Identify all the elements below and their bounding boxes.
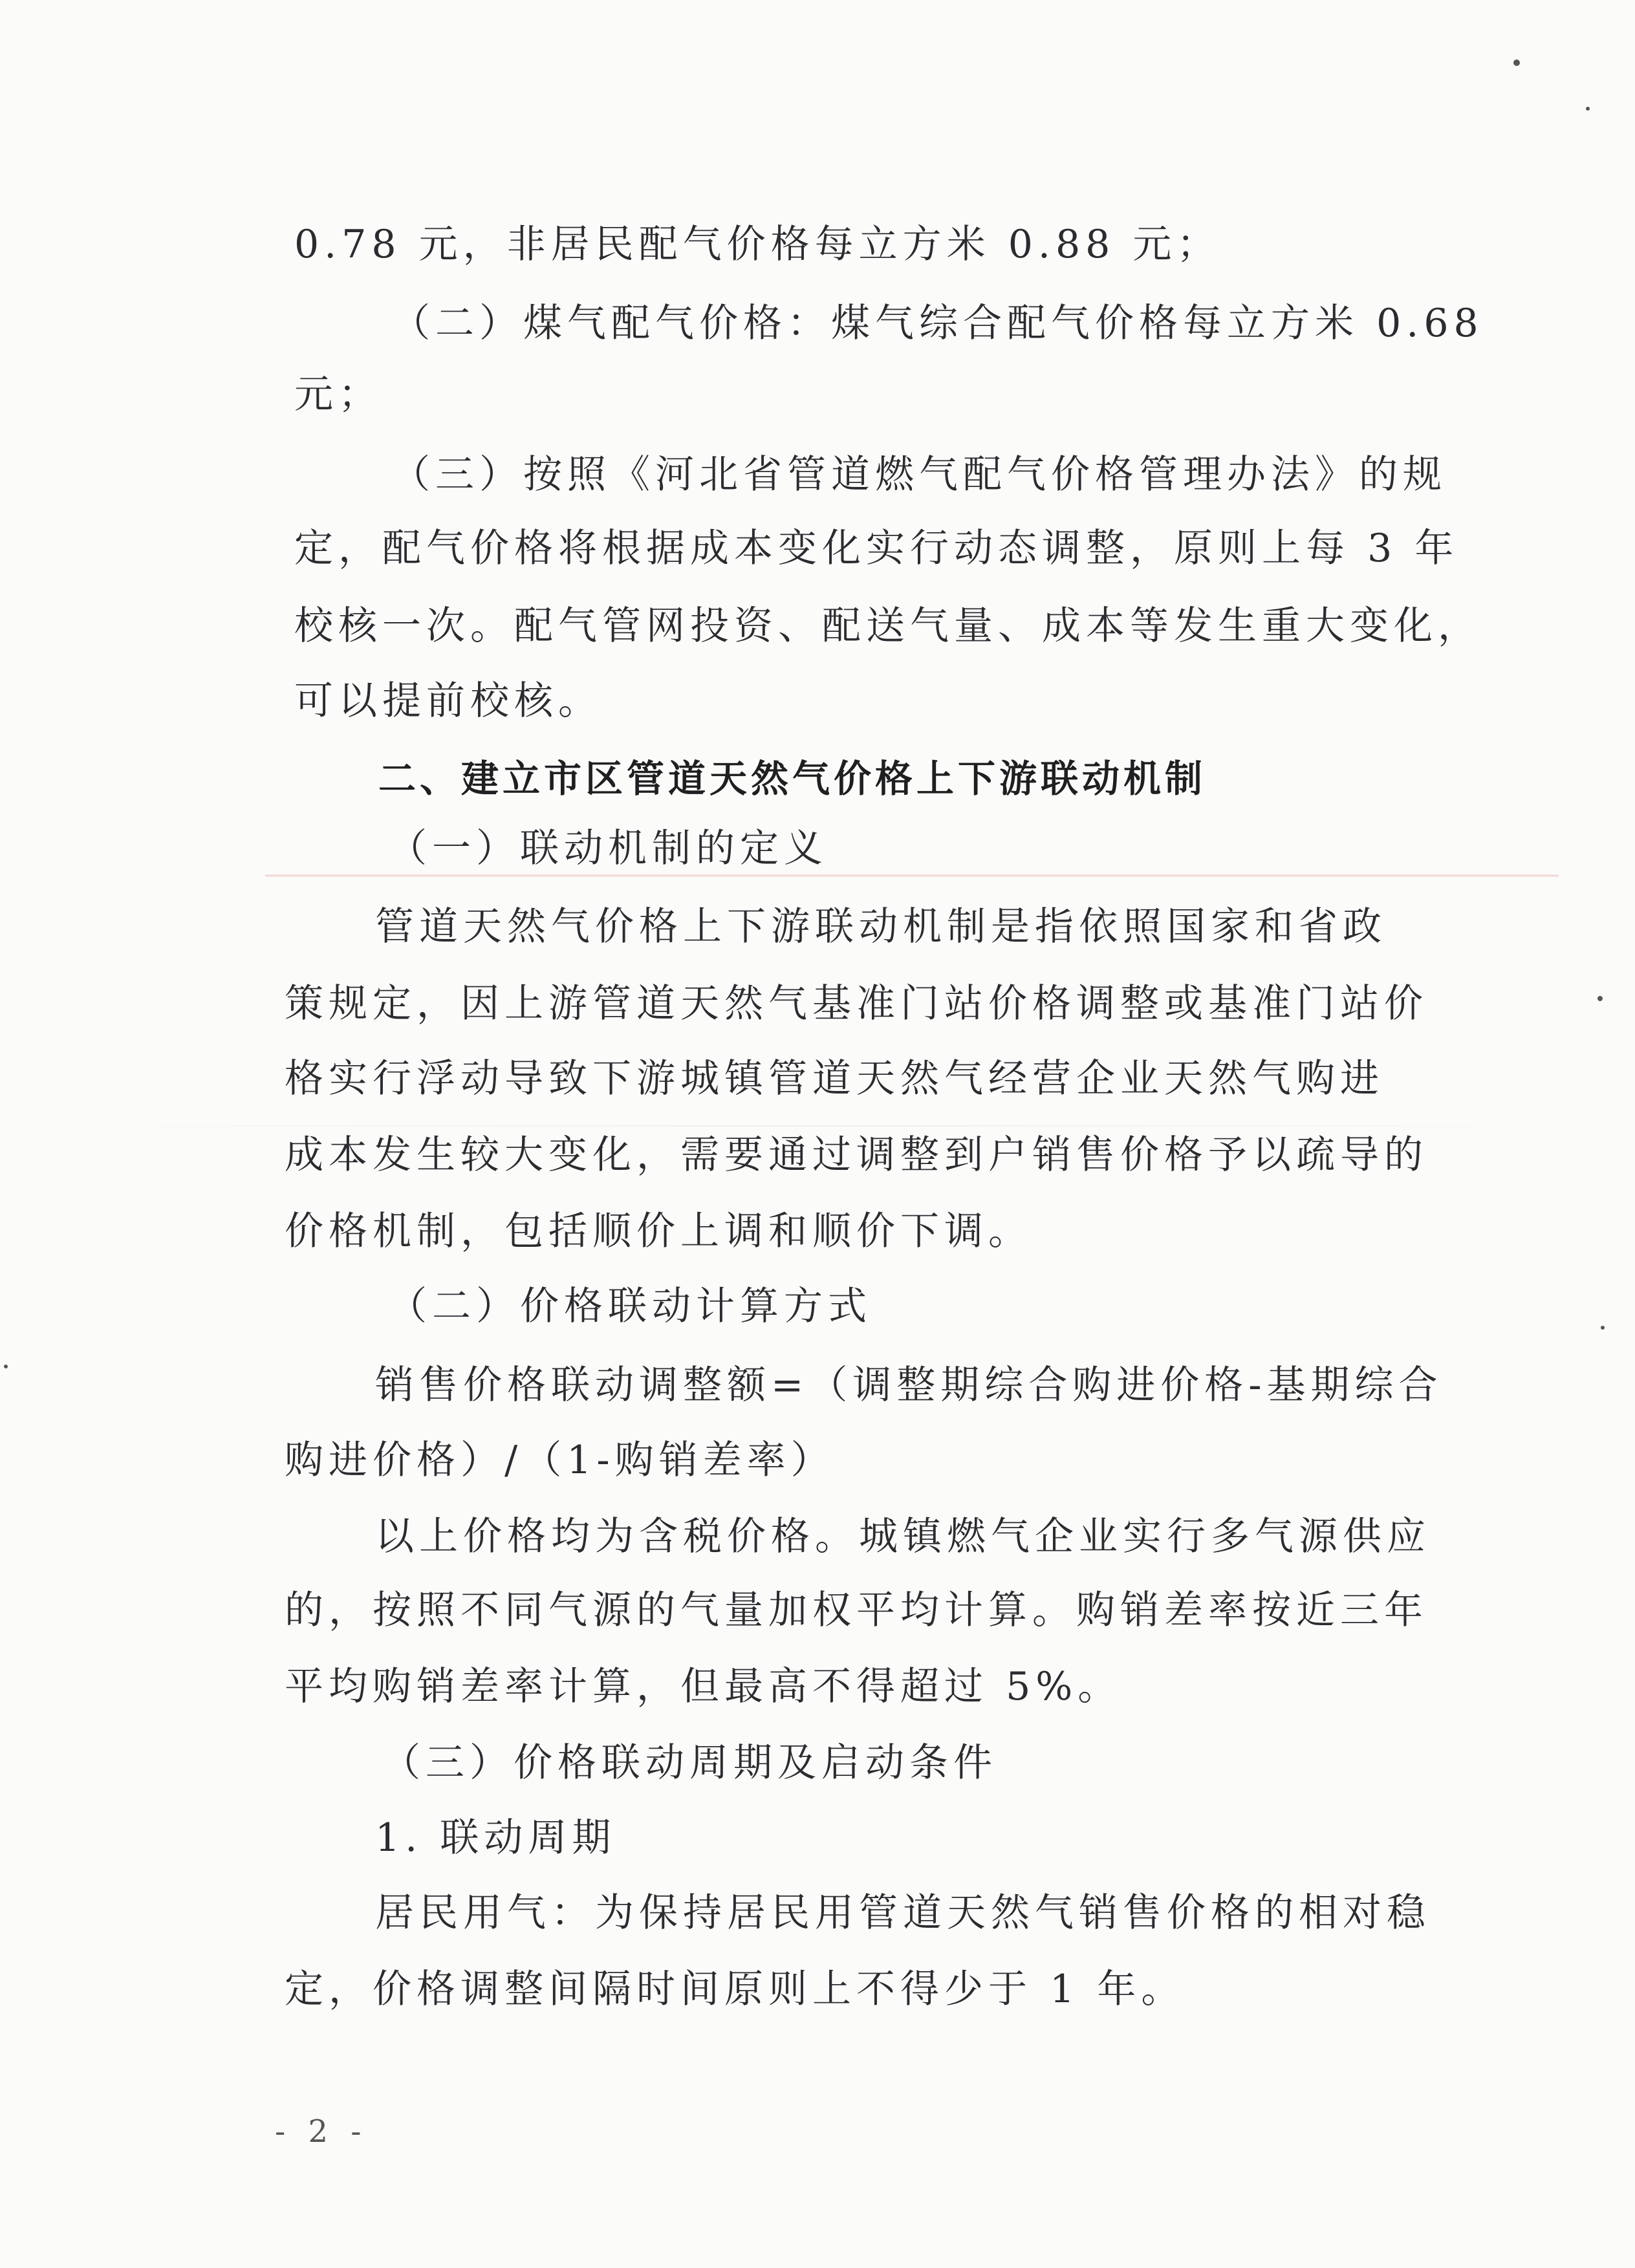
body-line: 0.78 元，非居民配气价格每立方米 0.88 元； bbox=[294, 222, 1221, 267]
body-line: 策规定，因上游管道天然气基准门站价格调整或基准门站价 bbox=[285, 981, 1428, 1026]
body-line: 平均购销差率计算，但最高不得超过 5%。 bbox=[285, 1664, 1122, 1709]
paper-fold bbox=[0, 1125, 1635, 1127]
body-line: 校核一次。配气管网投资、配送气量、成本等发生重大变化， bbox=[294, 603, 1482, 649]
body-line: 成本发生较大变化，需要通过调整到户销售价格予以疏导的 bbox=[285, 1132, 1428, 1178]
body-line: 可以提前校核。 bbox=[294, 678, 602, 724]
body-line: 购进价格）/（1-购销差率） bbox=[285, 1438, 835, 1483]
subsection-heading: （二）价格联动计算方式 bbox=[388, 1284, 872, 1329]
body-line: 价格机制，包括顺价上调和顺价下调。 bbox=[285, 1209, 1032, 1254]
page-number: - 2 - bbox=[275, 2113, 368, 2150]
body-line: 管道天然气价格上下游联动机制是指依照国家和省政 bbox=[375, 904, 1387, 949]
subsection-heading: （一）联动机制的定义 bbox=[388, 826, 828, 871]
body-line: 居民用气：为保持居民用管道天然气销售价格的相对稳 bbox=[375, 1890, 1431, 1936]
body-line: （二）煤气配气价格：煤气综合配气价格每立方米 0.68 bbox=[391, 301, 1484, 346]
scan-speck bbox=[1597, 996, 1603, 1001]
body-line: 销售价格联动调整额=（调整期综合购进价格-基期综合 bbox=[375, 1363, 1443, 1408]
bleed-through-rule bbox=[265, 874, 1559, 877]
body-line: 格实行浮动导致下游城镇管道天然气经营企业天然气购进 bbox=[285, 1056, 1384, 1101]
body-line: 元； bbox=[294, 372, 382, 417]
body-line: 以上价格均为含税价格。城镇燃气企业实行多气源供应 bbox=[375, 1514, 1431, 1559]
scan-speck bbox=[1513, 59, 1520, 66]
body-line: 定，价格调整间隔时间原则上不得少于 1 年。 bbox=[285, 1967, 1186, 2012]
scan-speck bbox=[4, 1365, 8, 1368]
body-line: （三）按照《河北省管道燃气配气价格管理办法》的规 bbox=[391, 452, 1447, 497]
body-line: 定，配气价格将根据成本变化实行动态调整，原则上每 3 年 bbox=[294, 526, 1459, 571]
subsection-heading: （三）价格联动周期及启动条件 bbox=[382, 1740, 997, 1786]
scan-speck bbox=[1586, 107, 1590, 111]
item-heading: 1. 联动周期 bbox=[375, 1815, 616, 1861]
scan-speck bbox=[1601, 1326, 1605, 1330]
body-line: 的，按照不同气源的气量加权平均计算。购销差率按近三年 bbox=[285, 1588, 1428, 1633]
section-heading: 二、建立市区管道天然气价格上下游联动机制 bbox=[378, 757, 1207, 801]
